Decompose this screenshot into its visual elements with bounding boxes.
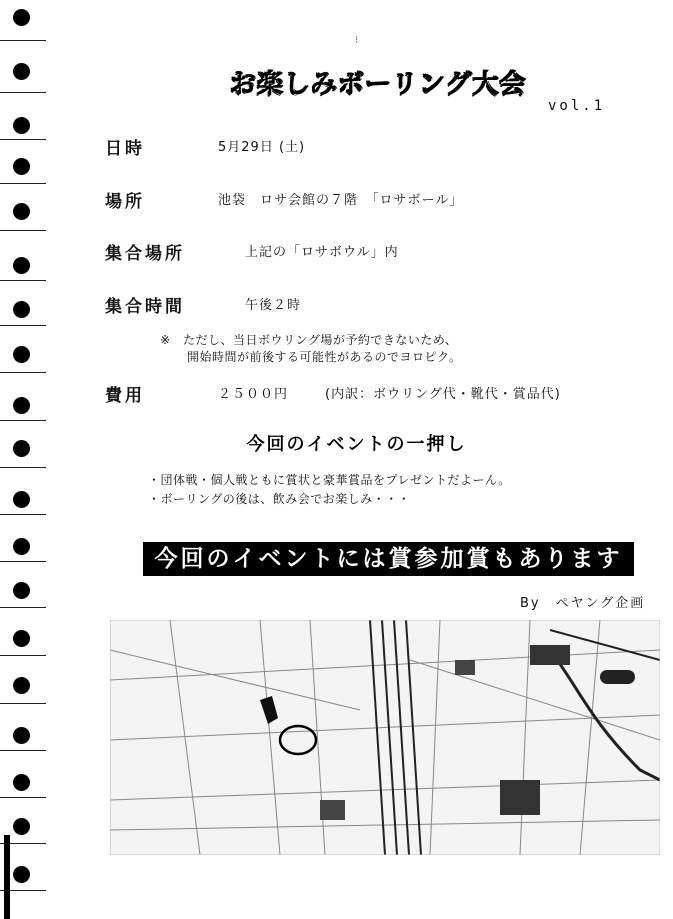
binding-line	[0, 280, 46, 281]
binding-hole	[13, 727, 30, 744]
detail-label: 集合場所	[105, 244, 185, 264]
map-block	[320, 800, 345, 820]
binding-hole	[13, 301, 30, 318]
binding-hole	[13, 397, 30, 414]
binding-line	[0, 514, 46, 515]
page-title: お楽しみボーリング大会	[230, 70, 527, 100]
volume-label: vol.1	[548, 98, 606, 114]
binding-line	[0, 139, 46, 140]
fee-breakdown: (内訳：ボウリング代・靴代・賞品代)	[325, 387, 561, 402]
map-block	[530, 645, 570, 665]
binding-line	[0, 467, 46, 468]
scan-speck: ⁝	[355, 35, 359, 46]
binding-hole	[13, 582, 30, 599]
highlight-bullet: ・団体戦・個人戦ともに賞状と豪華賞品をプレゼントだよーん。	[148, 473, 511, 487]
binding-hole	[13, 158, 30, 175]
binding-hole	[13, 774, 30, 791]
binding-line	[0, 325, 46, 326]
map-image	[110, 620, 660, 855]
binding-line	[0, 420, 46, 421]
binding-line	[0, 230, 46, 231]
map-block	[500, 780, 540, 815]
detail-value: 5月29日 (土)	[218, 140, 306, 155]
highlight-heading: 今回のイベントの一押し	[246, 434, 467, 455]
detail-label: 費用	[105, 386, 145, 406]
binding-line	[0, 92, 46, 93]
binding-line	[0, 655, 46, 656]
binding-hole	[13, 9, 30, 26]
binding-line	[0, 750, 46, 751]
byline: By ペヤング企画	[520, 596, 646, 611]
highlight-bullet: ・ボーリングの後は、飲み会でお楽しみ・・・	[148, 492, 411, 506]
binding-line	[0, 797, 46, 798]
map-sign	[600, 670, 635, 684]
participation-banner: 今回のイベントには賞参加賞もあります	[143, 542, 634, 576]
binding-hole	[13, 63, 30, 80]
binding-hole	[13, 866, 30, 883]
binding-hole	[13, 630, 30, 647]
detail-value: 上記の「ロサボウル」内	[245, 245, 399, 260]
binding-line	[0, 607, 46, 608]
binding-hole	[13, 818, 30, 835]
binding-hole	[13, 117, 30, 134]
detail-label: 集合時間	[105, 297, 185, 317]
detail-label: 場所	[105, 192, 145, 212]
fee-value: ２５００円	[218, 387, 289, 402]
notebook-binding	[0, 0, 48, 919]
note-line: 開始時間が前後する可能性があるのでヨロピク。	[187, 350, 462, 364]
detail-value: 午後２時	[245, 298, 302, 313]
binding-hole	[13, 677, 30, 694]
note-line: ※ ただし、当日ボウリング場が予約できないため、	[160, 333, 458, 347]
binding-hole	[13, 346, 30, 363]
page-edge-shadow	[4, 835, 10, 919]
detail-label: 日時	[105, 139, 145, 159]
binding-line	[0, 183, 46, 184]
binding-line	[0, 40, 46, 41]
binding-line	[0, 372, 46, 373]
binding-hole	[13, 257, 30, 274]
map-block	[455, 660, 475, 675]
binding-hole	[13, 491, 30, 508]
binding-hole	[13, 538, 30, 555]
binding-line	[0, 561, 46, 562]
detail-value: 池袋 ロサ会館の７階 「ロサボール」	[218, 193, 464, 208]
binding-line	[0, 703, 46, 704]
binding-hole	[13, 203, 30, 220]
